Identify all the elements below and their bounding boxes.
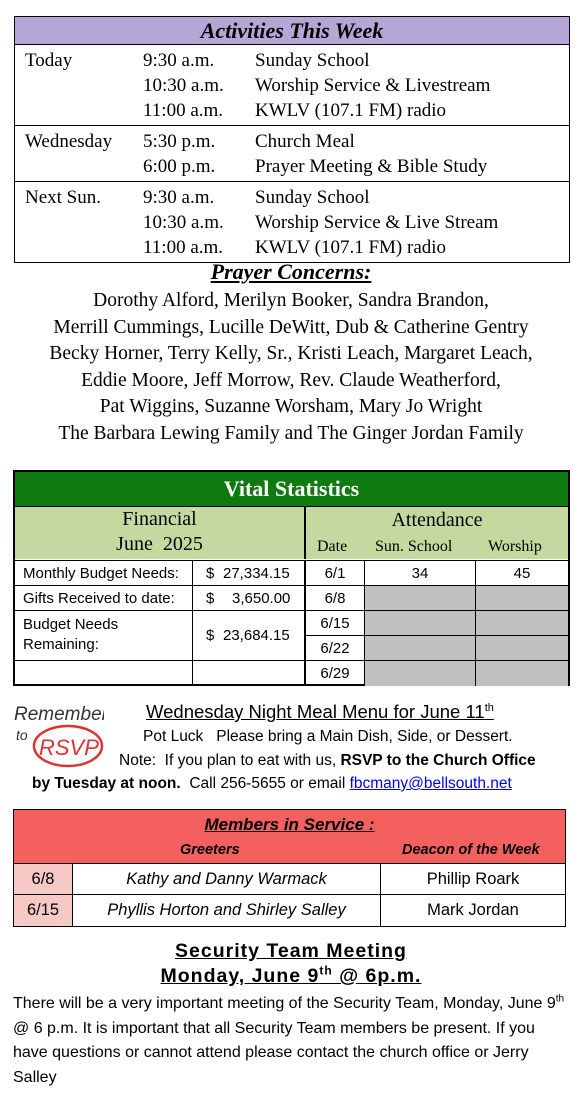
attendance-title: Attendance (391, 509, 483, 531)
logo-to-text: to (16, 727, 28, 743)
prayer-line: Merrill Cummings, Lucille DeWitt, Dub & Catherine Gentry (53, 316, 529, 338)
meal-contact-bold: by Tuesday at noon. (32, 775, 181, 792)
activity-event: Prayer Meeting & Bible Study (255, 156, 488, 177)
attendance-header (306, 507, 568, 559)
activity-time: 9:30 a.m. (143, 50, 215, 71)
activity-event: Worship Service & Livestream (255, 75, 491, 96)
attendance-sunday-school (365, 611, 476, 636)
meal-menu-title (146, 701, 494, 723)
activity-row (15, 48, 569, 73)
logo-rsvp-text: RSVP (39, 735, 99, 760)
attendance-worship (476, 586, 568, 611)
security-meeting-body (13, 992, 569, 1090)
deacon-column-header: Deacon of the Week (402, 842, 540, 858)
attendance-date: 6/8 (306, 586, 365, 611)
prayer-concerns-list (0, 288, 582, 447)
activities-group-wednesday (15, 126, 569, 182)
sunday-school-column-header: Sun. School (375, 538, 453, 555)
activities-group-next-sunday (15, 182, 569, 262)
security-date-time: @ 6p.m. (332, 965, 422, 987)
logo-remember-text: Remember (14, 704, 104, 725)
email-link[interactable]: fbcmany@bellsouth.net (349, 775, 512, 792)
members-date: 6/8 (14, 864, 73, 895)
attendance-sunday-school (365, 586, 476, 611)
date-column-header: Date (317, 538, 348, 555)
meal-note-bold: RSVP to the Church Office (340, 752, 536, 769)
members-header (14, 810, 565, 863)
activity-event: Sunday School (255, 50, 370, 71)
activity-row (15, 73, 569, 98)
security-meeting-date (0, 965, 582, 988)
prayer-line: The Barbara Lewing Family and The Ginger Jordan Family (58, 422, 524, 444)
activity-row (15, 235, 569, 260)
security-date-text: Monday, June 9 (160, 965, 320, 987)
security-meeting-title: Security Team Meeting (175, 940, 407, 962)
members-deacon: Mark Jordan (427, 901, 519, 919)
fin-empty-cell (193, 661, 306, 686)
activity-event: Worship Service & Live Stream (255, 212, 499, 233)
greeters-column-header: Greeters (180, 842, 240, 858)
activity-time: 11:00 a.m. (143, 237, 224, 258)
attendance-date: 6/1 (306, 560, 365, 586)
dollar-sign: $ (206, 590, 215, 607)
security-date-sup: th (319, 963, 333, 978)
security-body-text-2: @ 6 p.m. It is important that all Security Team members be present. If you have questions or cannot attend please contact the church office or Jerry Salley (13, 1019, 535, 1086)
meal-title-text: Wednesday Night Meal Menu for June 11 (146, 701, 485, 722)
fin-label: Budget Needs Remaining: (15, 611, 193, 661)
prayer-line: Becky Horner, Terry Kelly, Sr., Kristi Leach, Margaret Leach, (49, 343, 533, 364)
activity-event: KWLV (107.1 FM) radio (255, 100, 447, 121)
activity-row (15, 98, 569, 123)
remember-to-rsvp-logo (12, 698, 104, 770)
activity-row (15, 210, 569, 235)
members-row (14, 894, 565, 926)
meal-note (119, 752, 536, 770)
fin-label: Gifts Received to date: (15, 586, 193, 611)
members-date: 6/15 (14, 895, 73, 926)
attendance-date: 6/29 (306, 661, 365, 686)
prayer-line: Pat Wiggins, Suzanne Worsham, Mary Jo Wright (99, 396, 483, 417)
activity-row (15, 185, 569, 210)
fin-amount: 3,650.00 (232, 590, 291, 607)
attendance-worship (476, 611, 568, 636)
prayer-line: Dorothy Alford, Merilyn Booker, Sandra Brandon, (93, 290, 489, 311)
prayer-line: Eddie Moore, Jeff Morrow, Rev. Claude Weatherford, (81, 369, 501, 391)
rsvp-logo-graphic (12, 698, 104, 770)
financial-title: Financial (122, 508, 197, 530)
activity-day: Today (25, 50, 73, 71)
fin-amount: 23,684.15 (223, 627, 290, 644)
financial-period: June 2025 (116, 533, 203, 555)
activities-group-today (15, 45, 569, 126)
meal-title-sup: th (484, 701, 494, 714)
activity-event: Church Meal (255, 131, 355, 152)
activities-table (14, 16, 570, 263)
vital-statistics-table (13, 470, 570, 686)
activity-row (15, 129, 569, 154)
attendance-sunday-school (365, 636, 476, 661)
financial-header (15, 507, 306, 559)
vital-statistics-title: Vital Statistics (15, 472, 568, 507)
meal-contact (32, 775, 512, 793)
fin-empty-cell (15, 661, 193, 686)
members-row (14, 863, 565, 895)
fin-amount: 27,334.15 (223, 565, 290, 582)
security-body-sup: th (555, 993, 565, 1005)
members-in-service-table (13, 809, 566, 927)
meal-note-text: Note: If you plan to eat with us, (119, 752, 341, 769)
security-body-text: There will be a very important meeting of the Security Team, Monday, June 9 (13, 995, 556, 1012)
fin-amount-cell (193, 560, 306, 586)
worship-column-header: Worship (488, 538, 542, 555)
activity-event: Sunday School (255, 187, 370, 208)
activity-time: 9:30 a.m. (143, 187, 215, 208)
attendance-worship: 45 (476, 560, 568, 586)
attendance-worship (476, 661, 568, 686)
members-deacon: Phillip Roark (426, 870, 520, 888)
attendance-sunday-school: 34 (365, 560, 476, 586)
activity-event: KWLV (107.1 FM) radio (255, 237, 447, 258)
members-greeters: Phyllis Horton and Shirley Salley (73, 895, 381, 926)
fin-label: Monthly Budget Needs: (15, 560, 193, 586)
meal-contact-text: Call 256-5655 or email (180, 775, 350, 792)
activity-time: 6:00 p.m. (143, 156, 216, 177)
activity-row (15, 154, 569, 179)
attendance-sunday-school (365, 661, 476, 686)
activity-time: 10:30 a.m. (143, 212, 224, 233)
activity-time: 11:00 a.m. (143, 100, 224, 121)
dollar-sign: $ (206, 565, 215, 582)
attendance-date: 6/22 (306, 636, 365, 661)
dollar-sign: $ (206, 627, 215, 644)
attendance-date: 6/15 (306, 611, 365, 636)
fin-amount-cell (193, 586, 306, 611)
activity-day: Next Sun. (25, 187, 101, 208)
meal-description: Pot Luck Please bring a Main Dish, Side, or Dessert. (143, 728, 513, 745)
members-greeters: Kathy and Danny Warmack (73, 864, 381, 895)
attendance-worship (476, 636, 568, 661)
activity-time: 10:30 a.m. (143, 75, 224, 96)
activity-time: 5:30 p.m. (143, 131, 216, 152)
prayer-concerns-title: Prayer Concerns: (210, 259, 372, 284)
activity-day: Wednesday (25, 131, 113, 152)
members-title: Members in Service : (204, 815, 375, 834)
activities-title: Activities This Week (15, 16, 569, 45)
fin-amount-cell (193, 611, 306, 661)
